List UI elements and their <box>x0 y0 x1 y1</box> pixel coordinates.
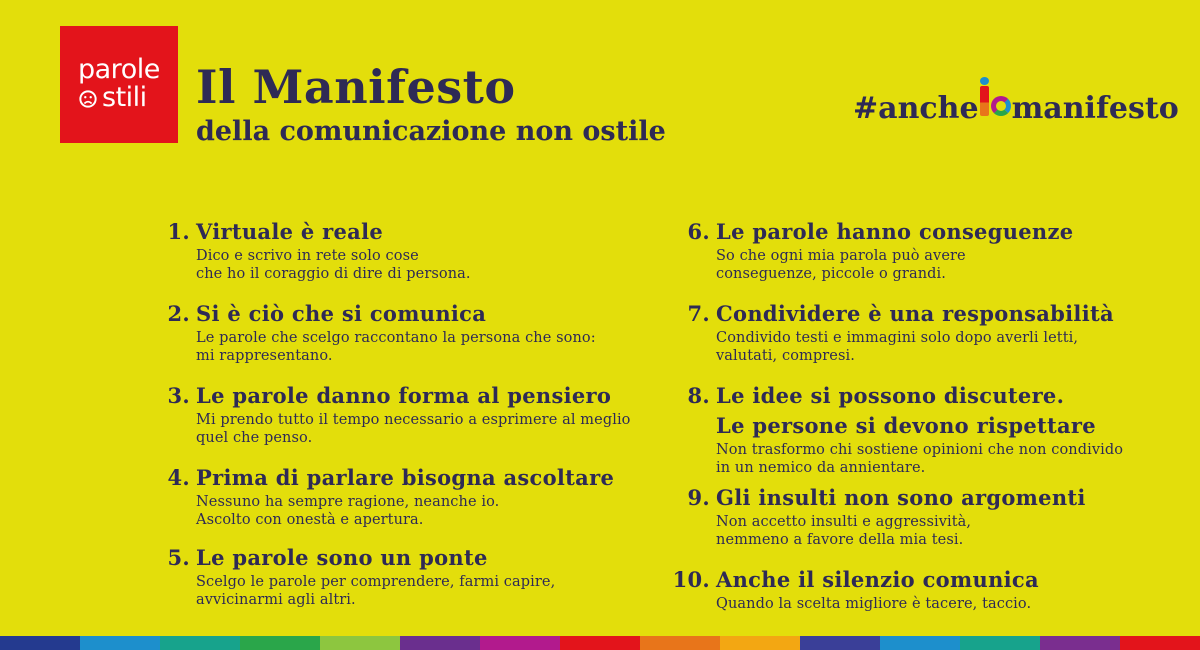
color-stripe-bar <box>0 636 1200 650</box>
principle-number: 1. <box>167 219 190 244</box>
principle-text-line: Scelgo le parole per comprendere, farmi capire, <box>196 574 556 590</box>
hashtag-after: manifesto <box>1011 91 1179 126</box>
principle-item <box>674 483 1086 549</box>
principle-text-line: mi rappresentano. <box>196 348 333 364</box>
principle-number: 3. <box>167 383 190 408</box>
principle-item <box>654 565 1039 613</box>
principle-item <box>674 217 1073 283</box>
principle-text-line: Le parole che scelgo raccontano la persona che sono: <box>196 330 596 346</box>
principle-item <box>152 299 596 365</box>
principle-text-line: Nessuno ha sempre ragione, neanche io. <box>196 494 500 510</box>
principle-text-line: Dico e scrivo in rete solo cose <box>196 248 419 264</box>
principle-number: 4. <box>167 465 190 490</box>
principle-item <box>152 463 614 529</box>
hashtag <box>853 88 1179 127</box>
principle-text-line: conseguenze, piccole o grandi. <box>716 266 946 282</box>
color-stripe-segment <box>800 636 880 650</box>
sad-face-icon <box>79 90 97 108</box>
principle-text-line: valutati, compresi. <box>716 348 855 364</box>
principle-number: 8. <box>687 383 710 408</box>
principle-text-line: Condivido testi e immagini solo dopo averli letti, <box>716 330 1079 346</box>
principle-title: Si è ciò che si comunica <box>196 301 487 326</box>
principle-number: 2. <box>167 301 190 326</box>
principle-item <box>674 381 1123 477</box>
principle-number: 9. <box>687 485 710 510</box>
principle-title: Anche il silenzio comunica <box>716 567 1039 592</box>
principle-item <box>152 543 555 609</box>
principle-text-line: Non accetto insulti e aggressività, <box>716 514 972 530</box>
principle-item <box>152 217 471 283</box>
principle-number: 6. <box>687 219 710 244</box>
parole-ostili-logo <box>60 26 178 143</box>
color-stripe-segment <box>320 636 400 650</box>
principle-text-line: che ho il coraggio di dire di persona. <box>196 266 471 282</box>
color-stripe-segment <box>1120 636 1200 650</box>
principle-text-line: quel che penso. <box>196 430 313 446</box>
principle-title: Le parole danno forma al pensiero <box>196 383 612 408</box>
principle-title: Prima di parlare bisogna ascoltare <box>196 465 615 490</box>
principle-item <box>674 299 1114 365</box>
principle-title: Le parole sono un ponte <box>196 545 488 570</box>
logo-line2: stili <box>102 82 147 113</box>
page-subtitle: della comunicazione non ostile <box>196 116 666 147</box>
principle-title: Virtuale è reale <box>196 219 384 244</box>
principle-text-line: So che ogni mia parola può avere <box>716 248 966 264</box>
color-stripe-segment <box>1040 636 1120 650</box>
principle-text-line: nemmeno a favore della mia tesi. <box>716 532 964 548</box>
principle-title: Condividere è una responsabilità <box>716 301 1114 326</box>
color-stripe-segment <box>160 636 240 650</box>
principle-title: Le idee si possono discutere. <box>716 383 1065 408</box>
principle-number: 7. <box>687 301 710 326</box>
principle-text-line: in un nemico da annientare. <box>716 460 926 476</box>
color-stripe-segment <box>400 636 480 650</box>
color-stripe-segment <box>720 636 800 650</box>
color-stripe-segment <box>0 636 80 650</box>
principle-text-line: Ascolto con onestà e apertura. <box>196 512 424 528</box>
principle-number: 10. <box>672 567 710 592</box>
principle-text-line: Mi prendo tutto il tempo necessario a esprimere al meglio <box>196 412 631 428</box>
principle-item <box>152 381 631 447</box>
principle-title: Le parole hanno conseguenze <box>716 219 1074 244</box>
io-logo-icon <box>980 86 1011 116</box>
principle-text-line: Non trasformo chi sostiene opinioni che non condivido <box>716 442 1124 458</box>
page-title: Il Manifesto <box>196 60 516 114</box>
color-stripe-segment <box>560 636 640 650</box>
color-stripe-segment <box>80 636 160 650</box>
logo-line2-wrap <box>79 84 147 111</box>
principle-title: Gli insulti non sono argomenti <box>716 485 1086 510</box>
logo-line1: parole <box>78 54 160 85</box>
principle-number: 5. <box>167 545 190 570</box>
color-stripe-segment <box>240 636 320 650</box>
color-stripe-segment <box>640 636 720 650</box>
color-stripe-segment <box>880 636 960 650</box>
principle-text-line: avvicinarmi agli altri. <box>196 592 356 608</box>
principle-text-line: Quando la scelta migliore è tacere, taccio. <box>716 596 1032 612</box>
color-stripe-segment <box>480 636 560 650</box>
hashtag-before: #anche <box>853 91 979 126</box>
color-stripe-segment <box>960 636 1040 650</box>
principle-title-line2: Le persone si devono rispettare <box>716 413 1096 438</box>
